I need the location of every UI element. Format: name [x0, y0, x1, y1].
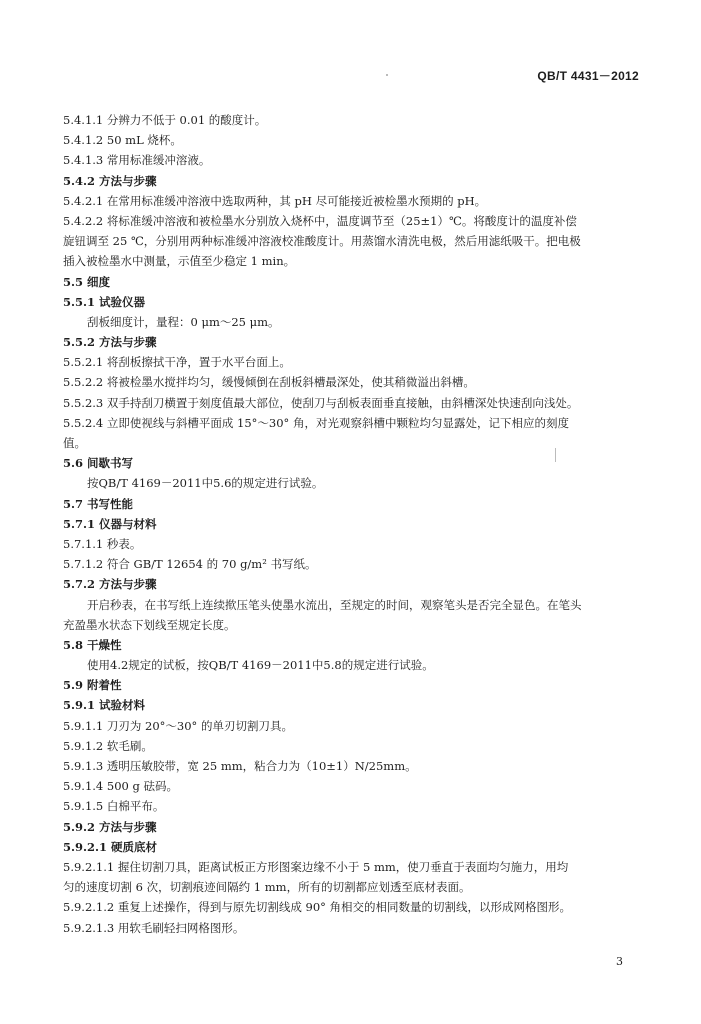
text-line: 匀的速度切割 6 次，切割痕迹间隔约 1 mm，所有的切割都应划透至底材表面。 — [63, 880, 471, 895]
section-heading: 5.7 书写性能 — [63, 496, 134, 511]
text-line: 5.9.1.3 透明压敏胶带，宽 25 mm，粘合力为（10±1）N/25mm。 — [63, 759, 417, 773]
text-line: 5.9.1.4 500 g 砝码。 — [63, 779, 179, 794]
text-line: 5.4.1.3 常用标准缓冲溶液。 — [63, 153, 211, 168]
section-heading: 5.8 干燥性 — [63, 637, 122, 652]
text-line: 5.4.2.1 在常用标准缓冲溶液中选取两种，其 pH 尽可能接近被检墨水预期的 pH。 — [63, 193, 487, 208]
section-heading: 5.5 细度 — [63, 274, 111, 289]
text-line: 5.7.1.1 秒表。 — [63, 536, 142, 551]
section-heading: 5.9.2 方法与步骤 — [63, 819, 157, 834]
text-line: 5.5.2.2 将被检墨水搅拌均匀，缓慢倾倒在刮板斜槽最深处，使其稍微溢出斜槽。 — [63, 375, 475, 390]
text-line: 5.9.1.2 软毛刷。 — [63, 738, 153, 753]
text-line: 5.5.2.4 立即使视线与斜槽平面成 15°～30° 角，对光观察斜槽中颗粒均匀显露处，记下相应的刻度 — [63, 415, 569, 430]
text-line: 5.5.2.1 将刮板擦拭干净，置于水平台面上。 — [63, 355, 291, 370]
section-heading: 5.5.1 试验仪器 — [63, 294, 146, 309]
text-line: 5.9.2.1.2 重复上述操作，得到与原先切割线成 90° 角相交的相同数量的切割线，以形成网格图形。 — [63, 900, 572, 915]
text-line: 5.9.2.1.3 用软毛刷轻扫网格图形。 — [63, 920, 245, 935]
scan-artifact-dot — [386, 74, 388, 76]
text-line: 5.4.1.1 分辨力不低于 0.01 的酸度计。 — [63, 113, 267, 127]
section-heading: 5.7.2 方法与步骤 — [63, 577, 157, 592]
text-line: 5.4.2.2 将标准缓冲溶液和被检墨水分别放入烧杯中，温度调节至（25±1）℃。将酸度计的温度补偿 — [63, 213, 577, 228]
section-heading: 5.4.2 方法与步骤 — [63, 173, 157, 188]
text-line: 按QB/T 4169－2011中5.6的规定进行试验。 — [87, 476, 324, 491]
scan-artifact-mark — [555, 448, 556, 462]
text-line: 使用4.2规定的试板，按QB/T 4169－2011中5.8的规定进行试验。 — [87, 658, 434, 673]
text-line: 插入被检墨水中测量，示值至少稳定 1 min。 — [63, 254, 296, 269]
text-line: 值。 — [63, 436, 86, 450]
text-line: 旋钮调至 25 ℃，分别用两种标准缓冲溶液校准酸度计。用蒸馏水清洗电极，然后用滤纸吸干。把电极 — [63, 234, 581, 249]
page-number: 3 — [616, 955, 623, 968]
text-line: 5.9.1.5 白棉平布。 — [63, 799, 165, 814]
standard-code-header: QB/T 4431－2012 — [537, 69, 639, 83]
text-line: 5.9.1.1 刀刃为 20°～30° 的单刃切割刀具。 — [63, 718, 293, 733]
text-line: 5.7.1.2 符合 GB/T 12654 的 70 g/m² 书写纸。 — [63, 557, 317, 572]
text-line: 5.9.2.1.1 握住切割刀具，距离试板正方形图案边缘不小于 5 mm，使刀垂直于表面均匀施力，用均 — [63, 859, 569, 874]
section-heading: 5.6 间歇书写 — [63, 456, 134, 471]
section-heading: 5.9 附着性 — [63, 678, 122, 693]
text-line: 5.4.1.2 50 mL 烧杯。 — [63, 133, 182, 148]
document-body — [63, 110, 643, 938]
section-heading: 5.7.1 仪器与材料 — [63, 516, 157, 531]
text-line: 刮板细度计，量程：0 μm～25 μm。 — [87, 314, 280, 329]
text-line: 5.5.2.3 双手持刮刀横置于刻度值最大部位，使刮刀与刮板表面垂直接触，由斜槽深处快速刮向浅处。 — [63, 395, 579, 410]
section-heading: 5.5.2 方法与步骤 — [63, 335, 157, 350]
text-line: 开启秒表，在书写纸上连续揿压笔头使墨水流出，至规定的时间，观察笔头是否完全显色。在笔头 — [87, 597, 582, 612]
text-line: 充盈墨水状态下划线至规定长度。 — [63, 617, 236, 632]
section-heading: 5.9.2.1 硬质底材 — [63, 839, 158, 854]
section-heading: 5.9.1 试验材料 — [63, 698, 146, 713]
